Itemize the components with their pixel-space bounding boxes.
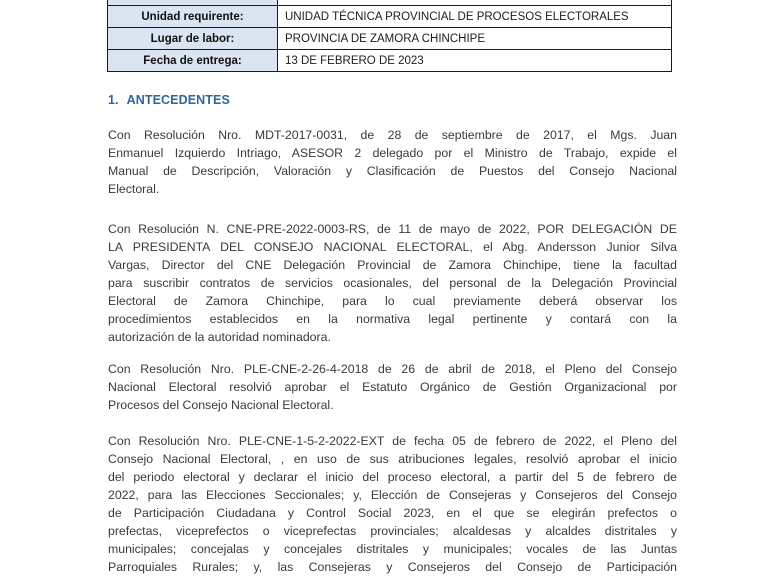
text-line: Consejo Nacional Electoral, , en uso de sus atribuciones legales, resolvió aprobar el inicio <box>108 452 677 466</box>
text-line: Procesos del Consejo Nacional Electoral. <box>108 398 334 412</box>
table-value-cell: UNIDAD TÉCNICA PROVINCIAL DE PROCESOS ELECTORALES <box>278 6 672 28</box>
text-line: Con Resolución Nro. MDT-2017-0031, de 28 de septiembre de 2017, el Mgs. Juan <box>108 128 677 142</box>
table-label-cell: Lugar de labor: <box>108 28 278 50</box>
table-label-cell: Unidad requirente: <box>108 6 278 28</box>
text-line: del periodo electoral y declarar el inicio del proceso electoral, a partir del 5 de febrero de <box>108 470 677 484</box>
text-line: de Participación Ciudadana y Control Social 2023, en el que se elegirán prefectos o <box>108 506 677 520</box>
section-number: 1. <box>108 93 119 107</box>
table-label-cell: Fecha de entrega: <box>108 50 278 72</box>
text-line: Electoral. <box>108 182 160 196</box>
text-line: Manual de Descripción, Valoración y Clasificación de Puestos del Consejo Nacional <box>108 164 677 178</box>
text-line: Electoral de Zamora Chinchipe, para lo cual previamente deberá observar los <box>108 294 677 308</box>
text-line: procedimientos establecidos en la normativa legal pertinente y contará con la <box>108 312 677 326</box>
paragraph-resolution-mdt <box>108 126 677 198</box>
paragraph-resolution-cne-pre <box>108 220 677 346</box>
table-value-cell: 13 DE FEBRERO DE 2023 <box>278 50 672 72</box>
text-line: autorización de la autoridad nominadora. <box>108 330 331 344</box>
text-line: Nacional Electoral resolvió aprobar el Estatuto Orgánico de Gestión Organizacional por <box>108 380 677 394</box>
text-line: municipales; concejalas y concejales distritales y municipales; vocales de las Juntas <box>108 542 677 556</box>
text-line: prefectas, viceprefectos o viceprefectas provinciales; alcaldesas y alcaldes distritales y <box>108 524 677 538</box>
table-row <box>108 28 672 50</box>
text-line: 2022, para las Elecciones Seccionales; y, Elección de Consejeras y Consejeros del Consejo <box>108 488 677 502</box>
section-heading-antecedentes <box>108 93 230 107</box>
table-row <box>108 50 672 72</box>
table-row <box>108 6 672 28</box>
text-line: Con Resolución Nro. PLE-CNE-2-26-4-2018 de 26 de abril de 2018, el Pleno del Consejo <box>108 362 677 376</box>
text-line: LA PRESIDENTA DEL CONSEJO NACIONAL ELECTORAL, el Abg. Andersson Junior Silva <box>108 240 677 254</box>
text-line: Enmanuel Izquierdo Intriago, ASESOR 2 delegado por el Ministro de Trabajo, expide el <box>108 146 677 160</box>
text-line: para suscribir contratos de servicios ocasionales, del personal de la Delegación Provincial <box>108 276 677 290</box>
table-value-cell: PROVINCIA DE ZAMORA CHINCHIPE <box>278 28 672 50</box>
text-line: Parroquiales Rurales; y, las Consejeras y Consejeros del Consejo de Participación <box>108 560 677 574</box>
text-line: Con Resolución Nro. PLE-CNE-1-5-2-2022-EXT de fecha 05 de febrero de 2022, el Pleno del <box>108 434 677 448</box>
requisition-info-table <box>107 0 672 72</box>
section-title: ANTECEDENTES <box>126 93 230 107</box>
paragraph-resolution-ple-2022 <box>108 432 677 576</box>
text-line: Con Resolución N. CNE-PRE-2022-0003-RS, de 11 de mayo de 2022, POR DELEGACIÓN DE <box>108 222 677 236</box>
text-line: Vargas, Director del CNE Delegación Provincial de Zamora Chinchipe, tiene la facultad <box>108 258 677 272</box>
paragraph-resolution-ple-2018 <box>108 360 677 414</box>
